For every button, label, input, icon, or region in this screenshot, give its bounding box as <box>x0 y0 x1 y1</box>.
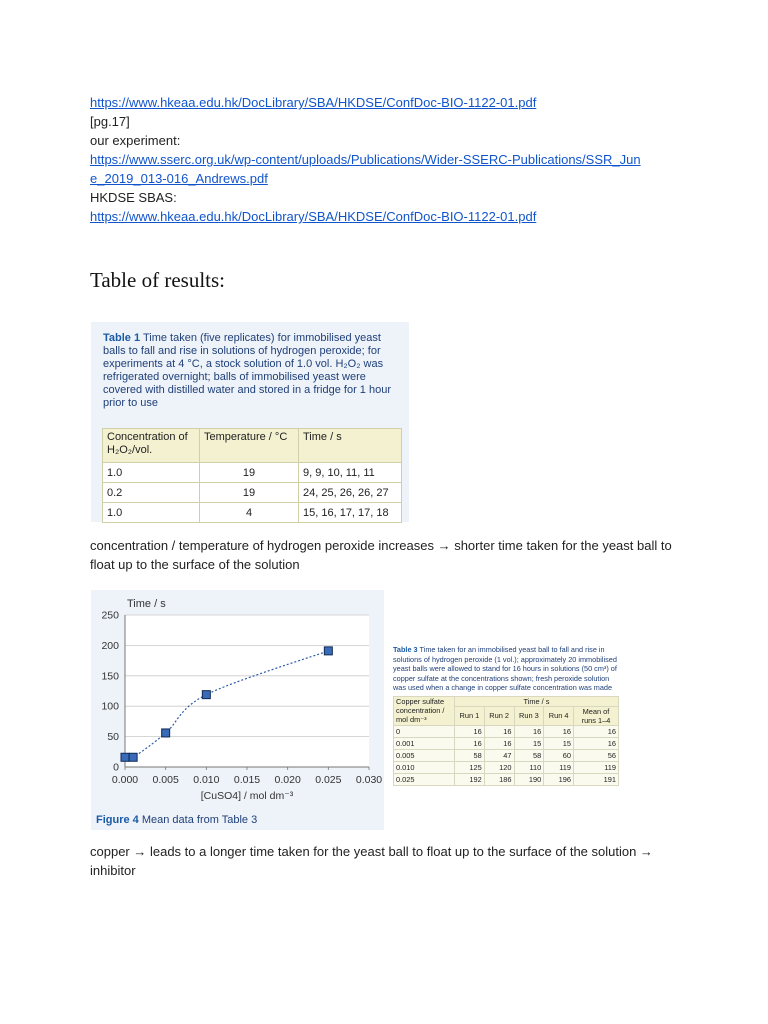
table1-label: Table 1 <box>103 332 141 344</box>
y-tick-label: 150 <box>101 670 119 683</box>
data-point <box>121 753 129 761</box>
x-tick-label: 0.000 <box>111 774 139 786</box>
link-sserc-part1[interactable]: https://www.sserc.org.uk/wp-content/uploads/Publications/Wider-SSERC-Publications/SSR_Jun <box>90 152 641 167</box>
table3-header-run4: Run 4 <box>544 706 574 725</box>
table-cell: 16 <box>574 725 619 737</box>
table-cell: 0.005 <box>394 749 455 761</box>
link-sserc-part2[interactable]: e_2019_013-016_Andrews.pdf <box>90 171 268 186</box>
table-cell: 19 <box>200 463 299 483</box>
table-row <box>394 761 619 773</box>
figure4-label: Figure 4 <box>96 814 139 826</box>
table-cell: 119 <box>544 761 574 773</box>
y-tick-label: 50 <box>107 731 119 744</box>
table-cell: 0.025 <box>394 773 455 785</box>
table3-header-time: Time / s <box>455 696 619 706</box>
table-cell: 16 <box>514 725 544 737</box>
table-cell: 58 <box>455 749 485 761</box>
page-ref: [pg.17] <box>90 114 130 129</box>
table-cell: 192 <box>455 773 485 785</box>
results-heading: Table of results: <box>90 268 225 292</box>
table-cell: 16 <box>484 737 514 749</box>
table3-label: Table 3 <box>393 645 418 654</box>
table-row <box>394 725 619 737</box>
data-point <box>202 691 210 699</box>
conclusion-peroxide: concentration / temperature of hydrogen peroxide increases → shorter time taken for the yeast ball to float up to the surface of the solution <box>90 538 672 572</box>
table-cell: 15 <box>514 737 544 749</box>
our-experiment-label: our experiment: <box>90 133 181 148</box>
conclusion-copper: copper → leads to a longer time taken for the yeast ball to float up to the surface of the solution → inhibitor <box>90 844 653 878</box>
table-cell: 0 <box>394 725 455 737</box>
table1-header-temperature: Temperature / °C <box>200 429 299 463</box>
x-tick-label: 0.010 <box>193 774 220 786</box>
table-cell: 56 <box>574 749 619 761</box>
table3-caption-text: Time taken for an immobilised yeast ball to fall and rise in solutions of hydrogen peroxide (1 vol.); approximately 20 immobilised yeast balls were allowed to stand for 16 hours in solutions (50 cm³) of copper sulfate at the concentrations shown; fresh peroxide solution was used when a change in copper sulfate concentration was made <box>393 645 617 692</box>
y-tick-label: 200 <box>101 639 119 652</box>
table-cell: 16 <box>574 737 619 749</box>
table-cell: 0.010 <box>394 761 455 773</box>
table-cell: 4 <box>200 503 299 523</box>
table1-header-time: Time / s <box>299 429 402 463</box>
x-axis-label: [CuSO4] / mol dm⁻³ <box>200 790 294 802</box>
table-cell: 15, 16, 17, 17, 18 <box>299 503 402 523</box>
table-row <box>103 483 402 503</box>
y-axis-label: Time / s <box>127 598 166 610</box>
table1-caption <box>103 332 401 411</box>
table-cell: 196 <box>544 773 574 785</box>
data-point <box>129 753 137 761</box>
table-cell: 186 <box>484 773 514 785</box>
y-tick-label: 250 <box>101 609 119 622</box>
hkdse-sbas-label: HKDSE SBAS: <box>90 190 177 205</box>
table-cell: 120 <box>484 761 514 773</box>
table-row <box>103 503 402 523</box>
table-row <box>394 737 619 749</box>
table-cell: 110 <box>514 761 544 773</box>
x-tick-label: 0.030 <box>355 774 383 786</box>
y-tick-label: 0 <box>113 761 119 774</box>
table-row <box>394 749 619 761</box>
table3-header-run3: Run 3 <box>514 706 544 725</box>
table-cell: 190 <box>514 773 544 785</box>
x-tick-label: 0.015 <box>233 774 261 786</box>
table1-caption-text: Time taken (five replicates) for immobilised yeast balls to fall and rise in solutions of hydrogen peroxide; for experiments at 4 °C, a stock solution of 1.0 vol. H₂O₂ was refrigerated overnight; balls of immobilised yeast were covered with distilled water and stored in a fridge for 1 hour prior to use <box>103 332 391 410</box>
table-cell: 47 <box>484 749 514 761</box>
table1-figure <box>91 322 409 522</box>
table3-caption <box>393 645 621 693</box>
x-tick-label: 0.020 <box>274 774 301 786</box>
table1-header-concentration: Concentration of H₂O₂/vol. <box>103 429 200 463</box>
table-cell: 16 <box>455 737 485 749</box>
table-cell: 0.2 <box>103 483 200 503</box>
x-tick-label: 0.025 <box>315 774 342 786</box>
figure4 <box>91 590 384 830</box>
link-hkeaa-2[interactable]: https://www.hkeaa.edu.hk/DocLibrary/SBA/HKDSE/ConfDoc-BIO-1122-01.pdf <box>90 209 537 224</box>
table3-header-mean: Mean of runs 1–4 <box>574 706 619 725</box>
figure4-caption-text: Mean data from Table 3 <box>141 814 258 826</box>
table-cell: 191 <box>574 773 619 785</box>
table-cell: 58 <box>514 749 544 761</box>
table-cell: 1.0 <box>103 503 200 523</box>
table-cell: 119 <box>574 761 619 773</box>
table3-header-concentration: Copper sulfate concentration / mol dm⁻³ <box>394 696 455 725</box>
table-row <box>394 773 619 785</box>
table-cell: 0.001 <box>394 737 455 749</box>
data-point <box>162 729 170 737</box>
table-cell: 125 <box>455 761 485 773</box>
table-cell: 19 <box>200 483 299 503</box>
table-cell: 15 <box>544 737 574 749</box>
table-cell: 1.0 <box>103 463 200 483</box>
table3-figure <box>393 645 621 835</box>
data-point <box>324 647 332 655</box>
table-cell: 16 <box>544 725 574 737</box>
table-cell: 16 <box>455 725 485 737</box>
figure4-caption <box>96 814 257 826</box>
table3-header-run1: Run 1 <box>455 706 485 725</box>
table-cell: 9, 9, 10, 11, 11 <box>299 463 402 483</box>
x-tick-label: 0.005 <box>152 774 179 786</box>
table3-header-run2: Run 2 <box>484 706 514 725</box>
table-row <box>103 463 402 483</box>
table3 <box>393 696 619 786</box>
plot-area <box>125 615 369 767</box>
link-hkeaa-1[interactable]: https://www.hkeaa.edu.hk/DocLibrary/SBA/HKDSE/ConfDoc-BIO-1122-01.pdf <box>90 95 537 110</box>
figure4-chart <box>91 590 384 812</box>
table-cell: 24, 25, 26, 26, 27 <box>299 483 402 503</box>
table1 <box>102 428 402 523</box>
table-cell: 60 <box>544 749 574 761</box>
y-tick-label: 100 <box>101 700 119 713</box>
table-cell: 16 <box>484 725 514 737</box>
